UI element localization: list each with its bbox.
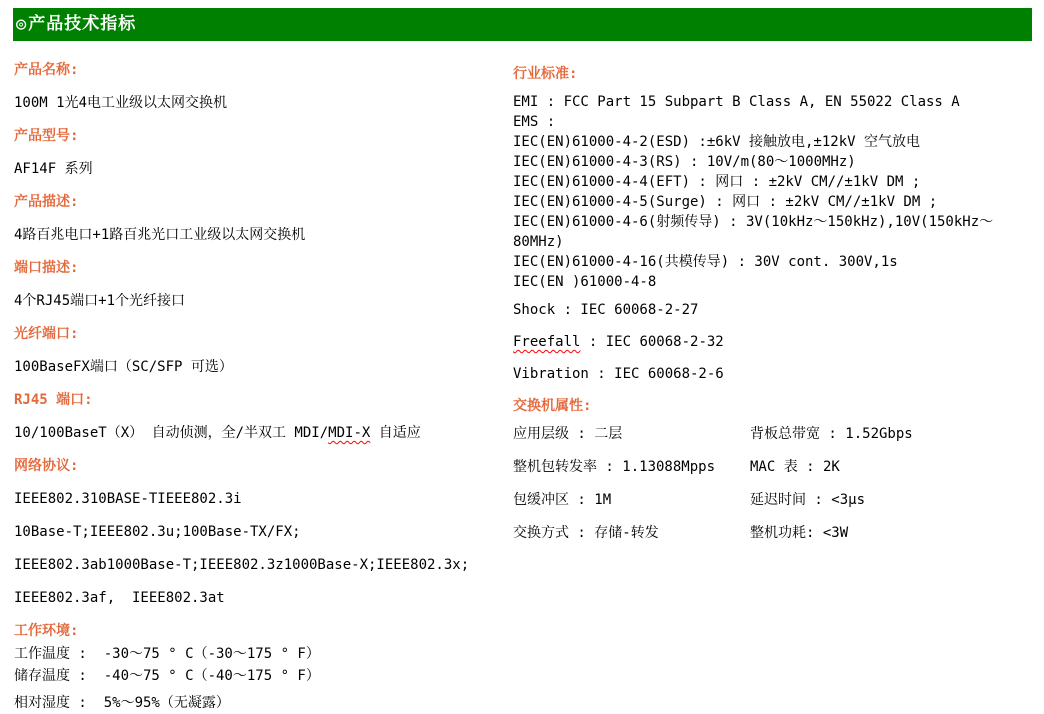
property-cell: 应用层级 : 二层: [513, 426, 623, 442]
standard-line: IEC(EN )61000-4-8: [513, 274, 657, 290]
section-fiber-port: [14, 324, 506, 377]
section-heading: 产品型号:: [14, 128, 79, 144]
section-heading: 产品名称:: [14, 62, 79, 78]
rj45-text-post: 自适应: [370, 425, 421, 441]
standard-line: IEC(EN)61000-4-6(射频传导) : 3V(10kHz～150kHz),10V(150kHz～80MHz): [513, 214, 994, 250]
bullseye-icon: ◎: [16, 14, 28, 34]
right-column: [513, 64, 1039, 543]
standard-line: IEC(EN)61000-4-4(EFT) : 网口 : ±2kV CM//±1kV DM ;: [513, 174, 921, 190]
standard-line: IEC(EN)61000-4-3(RS) : 10V/m(80～1000MHz): [513, 154, 856, 170]
rj45-text-pre: 10/100BaseT（X） 自动侦测，全/半双工 MDI/: [14, 425, 329, 441]
property-cell: 包缓冲区 : 1M: [513, 492, 612, 508]
freefall-standard-line: [513, 332, 1039, 352]
protocol-line: IEEE802.310BASE-TIEEE802.3i: [14, 491, 242, 507]
freefall-text-rest: : IEC 60068-2-32: [580, 334, 724, 350]
page-title: 产品技术指标: [28, 14, 137, 34]
emc-standards-block: [513, 92, 1039, 292]
section-heading: 端口描述:: [14, 260, 79, 276]
protocol-line: IEEE802.3ab1000Base-T;IEEE802.3z1000Base-X;IEEE802.3x;: [14, 557, 470, 573]
standard-line: IEC(EN)61000-4-5(Surge) : 网口 : ±2kV CM//±1kV DM ;: [513, 194, 938, 210]
section-heading: 光纤端口:: [14, 326, 79, 342]
property-cell: 延迟时间 : <3μs: [750, 492, 866, 508]
vibration-standard-line: Vibration : IEC 60068-2-6: [513, 366, 724, 382]
section-text: 4个RJ45端口+1个光纤接口: [14, 293, 186, 309]
section-port-description: [14, 258, 506, 311]
section-heading: 产品描述:: [14, 194, 79, 210]
section-title-bar: [13, 8, 1032, 41]
section-heading: 网络协议:: [14, 458, 79, 474]
section-network-protocols: [14, 456, 506, 608]
standard-line: IEC(EN)61000-4-16(共模传导) : 30V cont. 300V,1s: [513, 254, 898, 270]
section-industry-standards: [513, 64, 1039, 384]
protocol-line: 10Base-T;IEEE802.3u;100Base-TX/FX;: [14, 524, 301, 540]
section-heading: RJ45 端口:: [14, 392, 93, 408]
spellcheck-underlined-word: MDI-X: [328, 425, 371, 441]
section-product-description: [14, 192, 506, 245]
standard-line: EMI : FCC Part 15 Subpart B Class A, EN 55022 Class A: [513, 94, 960, 110]
property-cell: 背板总带宽 : 1.52Gbps: [750, 426, 913, 442]
section-switch-properties: [513, 396, 1039, 543]
property-cell: 整机功耗: <3W: [750, 525, 849, 541]
left-column: [14, 60, 506, 714]
shock-standard-line: Shock : IEC 60068-2-27: [513, 302, 699, 318]
environment-line: 工作温度 : -30～75 ° C（-30～175 ° F）: [14, 646, 320, 662]
environment-line: 储存温度 : -40～75 ° C（-40～175 ° F）: [14, 668, 320, 684]
protocol-line: IEEE802.3af, IEEE802.3at: [14, 590, 225, 606]
section-text: 4路百兆电口+1路百兆光口工业级以太网交换机: [14, 227, 306, 243]
property-cell: 整机包转发率 : 1.13088Mpps: [513, 459, 716, 475]
section-product-model: [14, 126, 506, 179]
section-heading: 行业标准:: [513, 66, 578, 82]
section-text: 100BaseFX端口（SC/SFP 可选）: [14, 359, 233, 375]
property-cell: MAC 表 : 2K: [750, 459, 840, 475]
standard-line: IEC(EN)61000-4-2(ESD) :±6kV 接触放电,±12kV 空气放电: [513, 134, 921, 150]
section-text: 100M 1光4电工业级以太网交换机: [14, 95, 228, 111]
section-heading: 交换机属性:: [513, 398, 592, 414]
section-rj45-port: [14, 390, 506, 443]
section-text: [14, 423, 506, 443]
section-heading: 工作环境:: [14, 623, 79, 639]
spellcheck-underlined-word: Freefall: [513, 334, 581, 350]
property-cell: 交换方式 : 存储-转发: [513, 525, 659, 541]
switch-properties-grid: [513, 424, 1039, 543]
environment-line: 相对湿度 : 5%～95%（无凝露）: [14, 695, 230, 711]
standard-line: EMS :: [513, 114, 556, 130]
section-product-name: [14, 60, 506, 113]
section-working-environment: [14, 621, 506, 714]
section-text: AF14F 系列: [14, 161, 93, 177]
